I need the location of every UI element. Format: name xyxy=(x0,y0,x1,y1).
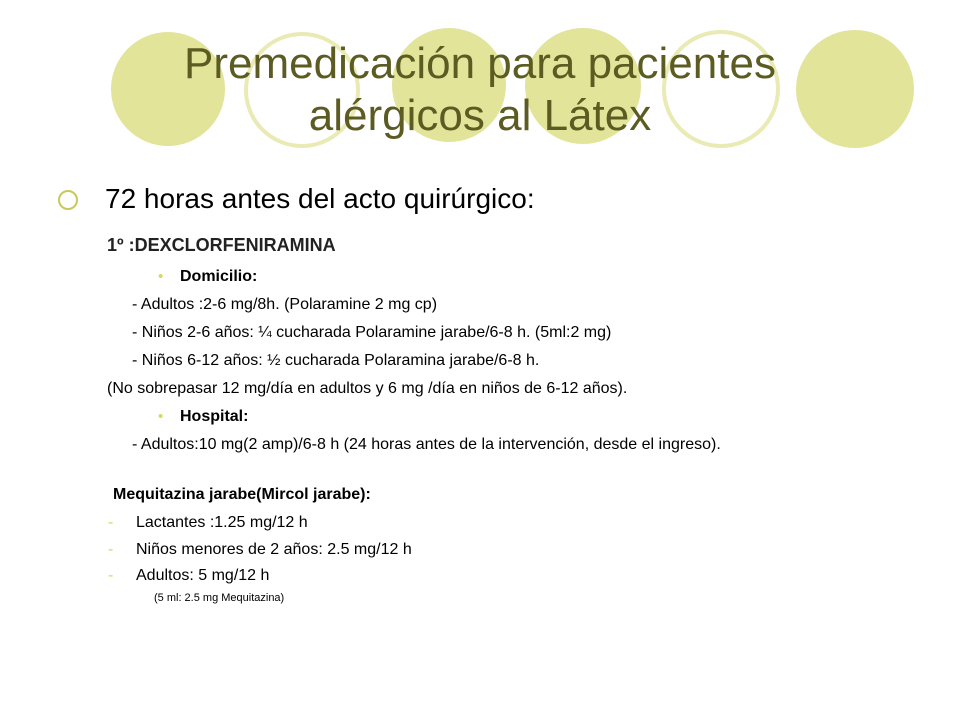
domicilio-label: Domicilio: xyxy=(180,268,258,285)
dash-bullet-icon: - xyxy=(108,567,114,584)
dosing-item-1: Lactantes :1.25 mg/12 h xyxy=(136,514,308,531)
hospital-line: - Adultos:10 mg(2 amp)/6-8 h (24 horas antes de la intervención, desde el ingreso). xyxy=(132,436,721,453)
drug1-heading: 1º :DEXCLORFENIRAMINA xyxy=(107,235,336,255)
drug2-heading: Mequitazina jarabe(Mircol jarabe): xyxy=(113,486,371,503)
hospital-label: Hospital: xyxy=(180,408,249,425)
slide-title-line2: alérgicos al Látex xyxy=(308,91,652,140)
slide-title-line1: Premedicación para pacientes xyxy=(184,39,776,88)
circle-bullet-icon xyxy=(58,190,78,210)
bullet-dot-icon: • xyxy=(158,408,164,425)
footnote: (5 ml: 2.5 mg Mequitazina) xyxy=(154,592,285,604)
dosing-item-3: Adultos: 5 mg/12 h xyxy=(136,567,270,584)
dash-bullet-icon: - xyxy=(108,541,114,558)
main-heading: 72 horas antes del acto quirúrgico: xyxy=(105,183,535,214)
dosing-item-2: Niños menores de 2 años: 2.5 mg/12 h xyxy=(136,541,412,558)
dose-note: (No sobrepasar 12 mg/día en adultos y 6 mg /día en niños de 6-12 años). xyxy=(107,380,628,397)
dash-bullet-icon: - xyxy=(108,514,114,531)
domicilio-line-3: - Niños 6-12 años: ½ cucharada Polaramina jarabe/6-8 h. xyxy=(132,352,540,369)
domicilio-line-2: - Niños 2-6 años: ¼ cucharada Polaramine jarabe/6-8 h. (5ml:2 mg) xyxy=(132,324,612,341)
domicilio-line-1: - Adultos :2-6 mg/8h. (Polaramine 2 mg cp) xyxy=(132,296,438,313)
bullet-dot-icon: • xyxy=(158,268,164,285)
slide-title xyxy=(100,38,860,142)
